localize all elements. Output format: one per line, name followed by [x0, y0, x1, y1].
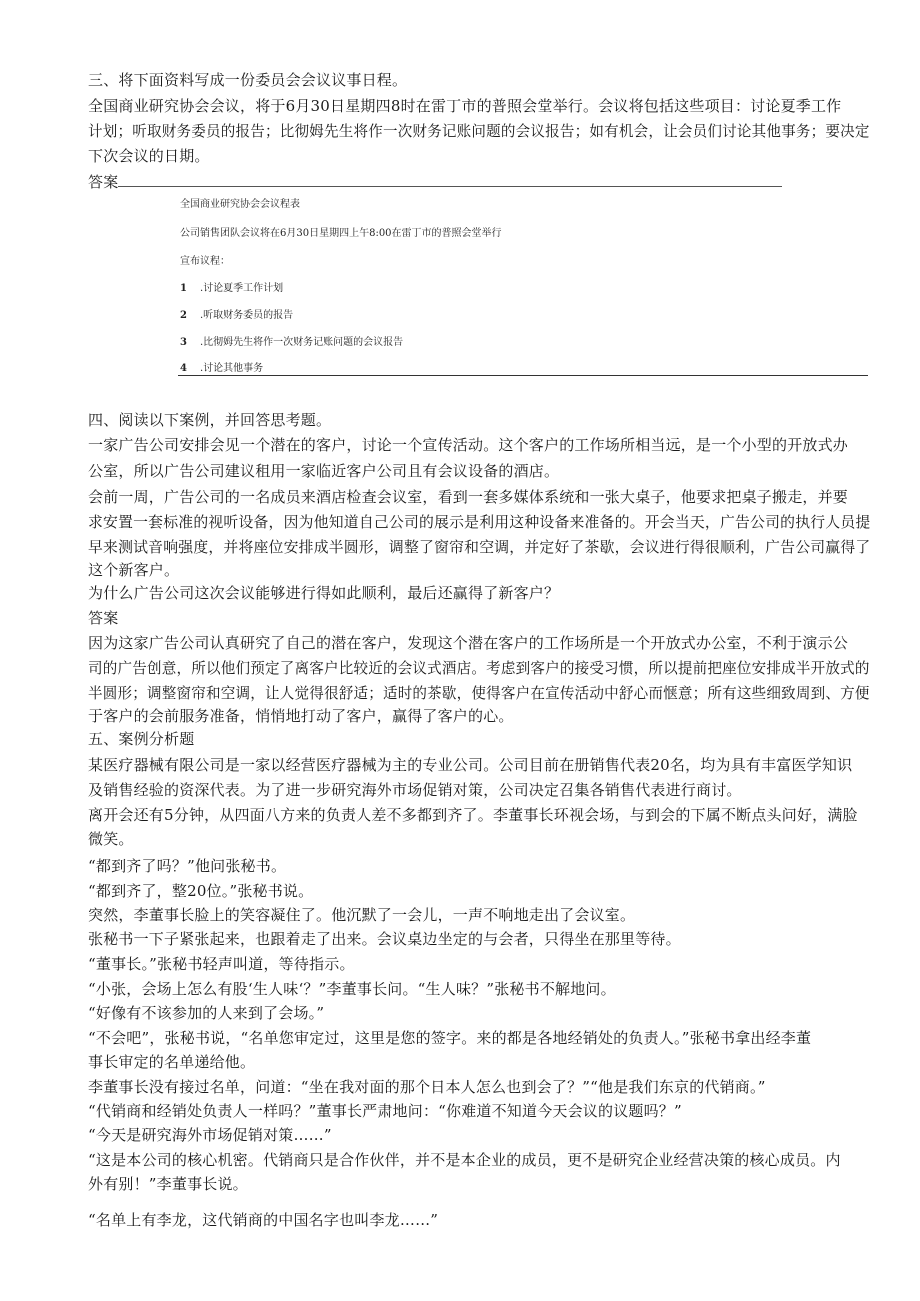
agenda-item-number: 3	[180, 337, 187, 348]
section4-paragraph-line: 公室，所以广告公司建议租用一家临近客户公司且有会议设备的酒店。	[88, 462, 560, 480]
section5-paragraph-line: 及销售经验的资深代表。为了进一步研究海外市场促销对策，公司决定召集各销售代表进行商讨。	[88, 781, 742, 799]
dialogue-line: “不会吧”，张秘书说，“名单您审定过，这里是您的签字。来的都是各地经销处的负责人。”张秘书拿出经李董	[88, 1029, 812, 1047]
agenda-item	[180, 282, 283, 296]
dialogue-line: “名单上有李龙，这代销商的中国名字也叫李龙……”	[88, 1211, 439, 1229]
section3-paragraph-line: 计划；听取财务委员的报告；比彻姆先生将作一次财务记账问题的会议报告；如有机会，让会员们讨论其他事务；要决定	[88, 122, 870, 140]
section5-paragraph-line: 离开会还有5分钟，从四面八方来的负责人差不多都到齐了。李董事长环视会场，与到会的下属不断点头问好，满脸	[88, 806, 858, 824]
dialogue-line: 李董事长没有接过名单，问道：“坐在我对面的那个日本人怎么也到会了？”“他是我们东京的代销商。”	[88, 1078, 766, 1096]
section5-paragraph-line: 某医疗器械有限公司是一家以经营医疗器械为主的专业公司。公司目前在册销售代表20名，均为具有丰富医学知识	[88, 756, 853, 774]
section4-heading: 四、阅读以下案例，并回答思考题。	[88, 411, 332, 429]
agenda-announce: 宣布议程：	[180, 256, 230, 267]
section4-paragraph-line: 一家广告公司安排会见一个潜在的客户，讨论一个宣传活动。这个客户的工作场所相当远，是一个小型的开放式办	[88, 436, 849, 454]
agenda-item	[180, 309, 293, 323]
section4-answer-line: 半圆形；调整窗帘和空调，让人觉得很舒适；适时的茶歇，使得客户在宣传活动中舒心而惬意；所有这些细致周到、方便	[88, 684, 870, 702]
agenda-item-text: .听取财务委员的报告	[200, 310, 294, 321]
agenda-item	[180, 336, 403, 350]
dialogue-line: “小张，会场上怎么有股‘生人味‘？”李董事长问。“生人味？”张秘书不解地问。	[88, 980, 616, 998]
section4-paragraph-line: 会前一周，广告公司的一名成员来酒店检查会议室，看到一套多媒体系统和一张大桌子，他要求把桌子搬走，并要	[88, 488, 849, 506]
section4-answer-line: 于客户的会前服务准备，悄悄地打动了客户，赢得了客户的心。	[88, 707, 514, 725]
dialogue-line: “都到齐了吗？”他问张秘书。	[88, 857, 287, 875]
dialogue-line: “这是本公司的核心机密。代销商只是合作伙伴，并不是本企业的成员，更不是研究企业经营决策的核心成员。内	[88, 1151, 841, 1169]
section4-answer-line: 司的广告创意，所以他们预定了离客户比较近的会议式酒店。考虑到客户的接受习惯，所以提前把座位安排成半开放式的	[88, 659, 870, 677]
agenda-item-text: .比彻姆先生将作一次财务记账问题的会议报告	[200, 337, 404, 348]
answer-label: 答案	[88, 609, 119, 627]
agenda-item-number: 1	[180, 283, 187, 294]
section3-heading: 三、将下面资料写成一份委员会会议议事日程。	[88, 71, 408, 89]
section3-paragraph-line: 全国商业研究协会会议，将于6月30日星期四8时在雷丁市的普照会堂举行。会议将包括这些项目：讨论夏季工作	[88, 97, 842, 115]
agenda-item-text: .讨论夏季工作计划	[200, 283, 284, 294]
dialogue-line: 外有别！”李董事长说。	[88, 1175, 248, 1193]
section5-heading: 五、案例分析题	[88, 730, 195, 748]
section4-paragraph-line: 这个新客户。	[88, 561, 180, 579]
dialogue-line: “代销商和经销处负责人一样吗？”董事长严肃地问：“你难道不知道今天会议的议题吗？”	[88, 1102, 682, 1120]
agenda-item-number: 2	[180, 310, 187, 321]
dialogue-line: 张秘书一下子紧张起来，也跟着走了出来。会议桌边坐定的与会者，只得坐在那里等待。	[88, 930, 681, 948]
section4-paragraph-line: 求安置一套标准的视听设备，因为他知道自己公司的展示是利用这种设备来准备的。开会当天，广告公司的执行人员提	[88, 513, 871, 531]
section4-paragraph-line: 早来测试音响强度，并将座位安排成半圆形，调整了窗帘和空调，并定好了茶歇，会议进行得很顺利，广告公司赢得了	[88, 538, 871, 556]
agenda-title: 全国商业研究协会会议程表	[180, 199, 300, 210]
agenda-meeting-line: 公司销售团队会议将在6月30日星期四上午8:00在雷丁市的普照会堂举行	[180, 228, 502, 239]
answer-label: 答案	[88, 173, 119, 191]
section3-paragraph-line: 下次会议的日期。	[88, 147, 210, 165]
section5-paragraph-line: 微笑。	[88, 830, 134, 848]
agenda-bottom-rule	[178, 375, 868, 376]
dialogue-line: 事长审定的名单递给他。	[88, 1053, 256, 1071]
dialogue-line: “今天是研究海外市场促销对策……”	[88, 1126, 332, 1144]
agenda-item-number: 4	[180, 363, 187, 374]
section4-question: 为什么广告公司这次会议能够进行得如此顺利，最后还赢得了新客户？	[88, 584, 560, 602]
agenda-item	[180, 362, 263, 376]
agenda-item-text: .讨论其他事务	[200, 363, 264, 374]
answer-underline	[118, 186, 782, 187]
dialogue-line: “好像有不该参加的人来到了会场。”	[88, 1004, 325, 1022]
section4-answer-line: 因为这家广告公司认真研究了自己的潜在客户，发现这个潜在客户的工作场所是一个开放式办公室，不利于演示公	[88, 634, 849, 652]
dialogue-line: “都到齐了，整20位。”张秘书说。	[88, 882, 314, 900]
dialogue-line: 突然，李董事长脸上的笑容凝住了。他沉默了一会儿，一声不响地走出了会议室。	[88, 906, 636, 924]
dialogue-line: “董事长。”张秘书轻声叫道，等待指示。	[88, 955, 355, 973]
